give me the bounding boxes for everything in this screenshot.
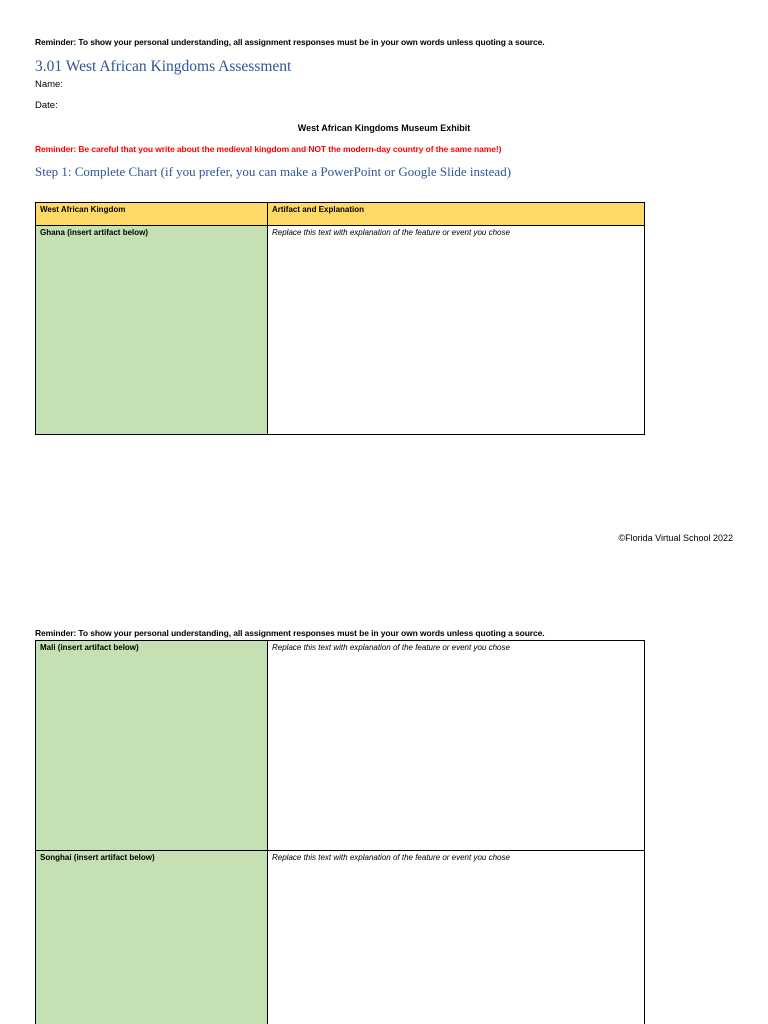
table-header-row — [36, 203, 645, 226]
table-row — [36, 851, 645, 1024]
kingdoms-chart-table-continued — [35, 640, 645, 1024]
exhibit-title: West African Kingdoms Museum Exhibit — [297, 123, 471, 133]
kingdoms-chart-table — [35, 202, 645, 435]
name-field-label[interactable]: Name: — [35, 79, 63, 90]
kingdom-cell-mali[interactable]: Mali (insert artifact below) — [36, 641, 268, 851]
kingdom-cell-ghana[interactable]: Ghana (insert artifact below) — [36, 226, 268, 435]
kingdom-cell-songhai[interactable]: Songhai (insert artifact below) — [36, 851, 268, 1024]
step-1-heading: Step 1: Complete Chart (if you prefer, you can make a PowerPoint or Google Slide instead) — [35, 164, 512, 179]
reminder-warning: Reminder: Be careful that you write about the medieval kingdom and NOT the modern-day country of the same name!) — [35, 144, 502, 154]
table-row — [36, 226, 645, 435]
header-artifact: Artifact and Explanation — [268, 203, 645, 226]
reminder-note: Reminder: To show your personal understanding, all assignment responses must be in your own words unless quoting a source. — [35, 37, 545, 47]
date-field-label[interactable]: Date: — [35, 100, 58, 111]
explanation-cell-songhai[interactable]: Replace this text with explanation of the feature or event you chose — [268, 851, 645, 1024]
header-kingdom: West African Kingdom — [36, 203, 268, 226]
document-page-2 — [0, 590, 768, 1024]
table-row — [36, 641, 645, 851]
explanation-cell-ghana[interactable]: Replace this text with explanation of the feature or event you chose — [268, 226, 645, 435]
reminder-note-page-2: Reminder: To show your personal understanding, all assignment responses must be in your own words unless quoting a source. — [35, 628, 545, 638]
explanation-cell-mali[interactable]: Replace this text with explanation of the feature or event you chose — [268, 641, 645, 851]
assessment-title: 3.01 West African Kingdoms Assessment — [35, 58, 292, 75]
copyright-footer: ©Florida Virtual School 2022 — [618, 533, 733, 543]
